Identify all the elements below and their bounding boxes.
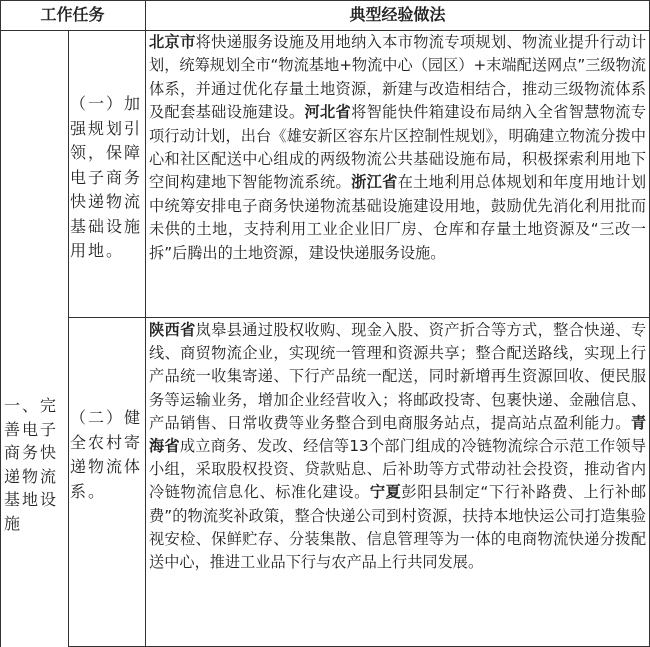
practice-text: 在土地利用总体规划和年度用地计划中统筹安排电子商务快递物流基础设施建设用地，鼓励优先消化利用批而未供的土地，支持利用工业企业旧厂房、仓库和存量土地资源及“三改一拆”后腾出的土地资源，建设快递服务设施。 <box>149 173 646 262</box>
table-rule-col2 <box>145 0 146 647</box>
practice-text: 将快递服务设施及用地纳入本市物流专项规划、物流业提升行动计划，统筹规划全市“物流基地+物流中心（园区）+末端配送网点”三级物流体系，并通过优化存量土地资源，新建与改造相结合，推动三级物流体系及配套基础设施建设。 <box>149 33 646 122</box>
region-name: 青海省 <box>149 413 646 456</box>
practice-cell-2 <box>149 319 646 646</box>
subtask-cell-1: （一）加强规划引领，保障电子商务快递物流基础设施用地。 <box>70 94 143 260</box>
header-practice: 典型经验做法 <box>349 5 446 24</box>
region-name: 浙江省 <box>351 173 398 192</box>
practice-text: 岚皋县通过股权收购、现金入股、资产折合等方式，整合快递、专线、商贸物流企业，实现统一管理和资源共享；整合配送路线，实现上行产品统一收集寄递、下行产品统一配送，同时新增再生资源回收、便民服务等运输业务，增加企业经营收入；将邮政投寄、包裹快递、金融信息、产品销售、日常收费等业务整合到电商服务站点，提高站点盈利能力。 <box>149 321 646 432</box>
region-name: 河北省 <box>304 103 352 122</box>
region-name: 北京市 <box>149 33 196 51</box>
table-rule-left <box>0 0 1 647</box>
main-task-cell: 一、完善电子商务快递物流基地设施 <box>4 396 59 533</box>
practice-cell-1 <box>149 31 646 317</box>
practice-text: 将智能快件箱建设布局纳入全省智慧物流专项行动计划，出台《雄安新区容东片区控制性规划》，明确建立物流分拨中心和社区配送中心组成的两级物流公共基础设施布局，积极探索利用地下空间构建地下智能物流系统。 <box>149 103 646 192</box>
region-name: 宁夏 <box>369 483 402 502</box>
practice-text: 彭阳县制定“下行补路费、上行补邮费”的物流奖补政策，整合快递公司到村资源，扶持本地快运公司打造集验视安检、保鲜贮存、分装集散、信息管理等为一体的电商物流快递分拨配送中心，推进工业品下行与农产品上行共同发展。 <box>149 483 646 572</box>
table-rule-col1 <box>68 30 69 647</box>
header-task: 工作任务 <box>40 5 105 24</box>
practice-text: 成立商务、发改、经信等13个部门组成的冷链物流综合示范工作领导小组，采取股权投资、贷款贴息、后补助等方式带动社会投资，推动省内冷链物流信息化、标准化建设。 <box>149 437 646 502</box>
table-rule-row <box>68 317 650 318</box>
subtask-cell-2: （二）健全农村寄递物流体系。 <box>70 408 143 501</box>
region-name: 陕西省 <box>149 321 196 339</box>
